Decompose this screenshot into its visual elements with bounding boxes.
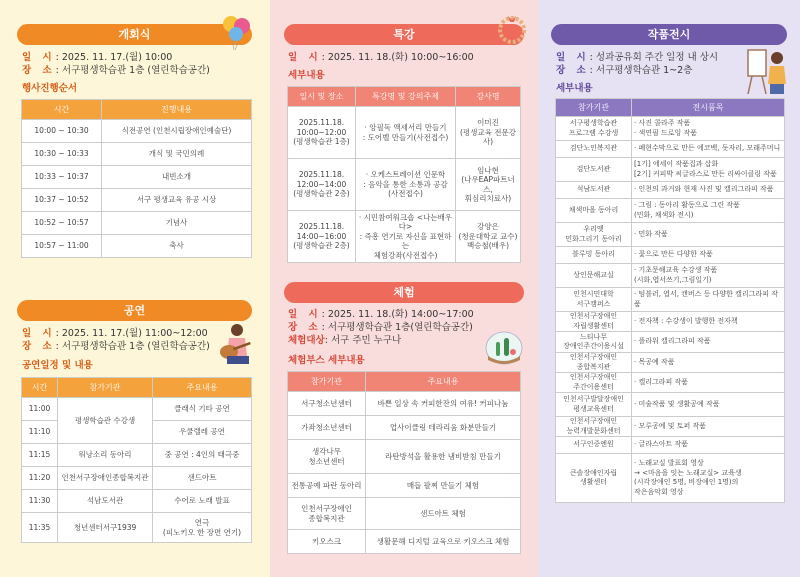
cell: · 전자책 : 수강생이 발행한 전자책	[632, 312, 785, 332]
col-header: 강사명	[456, 87, 521, 107]
experience-title: 체험	[284, 282, 524, 303]
cell: 임나현 (나우EAP파트너스, 휘심리치료사)	[456, 159, 521, 211]
experience-target-label: 체험대상	[288, 335, 325, 346]
opening-date-label: 일 시	[22, 52, 56, 63]
table-row	[288, 392, 521, 416]
cell: · 오케스트레이션 인문학 : 음악을 통한 소통과 공감 (사전접수)	[356, 159, 456, 211]
cell: 라탄방석을 활용한 냄비받침 만들기	[366, 440, 521, 474]
cell: 전통공예 파란 동아리	[288, 474, 366, 498]
table-row	[22, 166, 252, 189]
cell: 채색마을 동아리	[556, 199, 632, 223]
cell: 가좌청소년센터	[288, 416, 366, 440]
cell: 키오스크	[288, 530, 366, 554]
cell: 11:20	[22, 467, 58, 490]
col-header: 주요내용	[153, 378, 252, 398]
column-exhibition	[538, 0, 800, 577]
performance-date: : 2025. 11. 17.(월) 11:00~12:00	[55, 328, 208, 339]
cell: · 인천의 과거와 현재 사진 및 캘리그라피 작품	[632, 182, 785, 199]
col-header: 시간	[22, 378, 58, 398]
cell: 석남도서관	[556, 182, 632, 199]
table-row	[22, 467, 252, 490]
table-row	[556, 264, 785, 288]
cell: 석남도서관	[58, 490, 153, 513]
cell: · 사진 콜라주 작품 · 색연필 드로잉 작품	[632, 117, 785, 141]
cell: 상인문해교실	[556, 264, 632, 288]
col-header: 시간	[22, 100, 102, 120]
table-row	[22, 189, 252, 212]
cell: 이미진 (평생교육 전문강사)	[456, 107, 521, 159]
experience-sub: 체험부스 세부내용	[288, 355, 365, 366]
table-row	[556, 117, 785, 141]
cell: 서구청소년센터	[288, 392, 366, 416]
table-row	[556, 417, 785, 437]
lecture-date: : 2025. 11. 18.(화) 10:00~16:00	[321, 52, 474, 63]
table-row	[556, 158, 785, 182]
table-row	[288, 440, 521, 474]
cell: 인천서구장애인 자립생활센터	[556, 312, 632, 332]
experience-place-label: 장 소	[288, 322, 322, 333]
cell: · 기초문해교육 수강생 작품 (시화,엽서쓰기,그림일기)	[632, 264, 785, 288]
table-row	[556, 199, 785, 223]
cell: 11:10	[22, 421, 58, 444]
table-row	[288, 498, 521, 530]
cell: 10:52 ~ 10:57	[22, 212, 102, 235]
table-row	[556, 353, 785, 373]
col-header: 특강명 및 강의주제	[356, 87, 456, 107]
cell: 인천시민대학 서구캠퍼스	[556, 288, 632, 312]
exhibition-place: : 서구평생학습관 1~2층	[589, 65, 693, 76]
cell: 11:00	[22, 398, 58, 421]
cell: 내빈소개	[102, 166, 252, 189]
cell: 검단노인복지관	[556, 141, 632, 158]
performance-date-label: 일 시	[22, 328, 56, 339]
table-row	[556, 247, 785, 264]
cell: 업사이클링 테라리움 화분만들기	[366, 416, 521, 440]
cell: 검단도서관	[556, 158, 632, 182]
table-row	[22, 513, 252, 543]
table-row	[288, 107, 521, 159]
cell: 식전공연 (인천시립장애인예술단)	[102, 120, 252, 143]
cell: 10:00 ~ 10:30	[22, 120, 102, 143]
cell: 강양은 (청운대학교 교수) 백승철(배우)	[456, 211, 521, 263]
cell: 11:35	[22, 513, 58, 543]
cell: 워낭소리 동아리	[58, 444, 153, 467]
table-row	[22, 120, 252, 143]
painter-icon	[744, 46, 790, 96]
cell: 느티나무 장애인주간이용시설	[556, 332, 632, 353]
exhibition-title: 작품전시	[551, 24, 787, 45]
opening-table	[21, 99, 252, 258]
lecture-sub: 세부내용	[288, 70, 325, 81]
table-row	[22, 235, 252, 258]
col-header: 일시 및 장소	[288, 87, 356, 107]
exhibition-sub: 세부내용	[556, 83, 593, 94]
cell: 11:15	[22, 444, 58, 467]
table-row	[556, 182, 785, 199]
cell: 샌드아트 체험	[366, 498, 521, 530]
cell: 생활문해 디지털 교육으로 키오스크 체험	[366, 530, 521, 554]
cell: 인천서구장애인 종합복지관	[288, 498, 366, 530]
opening-place-label: 장 소	[22, 65, 56, 76]
exhibition-place-label: 장 소	[556, 65, 590, 76]
opening-date: : 2025. 11. 17.(월) 10:00	[55, 52, 173, 63]
cell: · 노래교실 발표회 영상 → <마음을 잇는 노래교실> 교육생 (시각장애인 5명, 비장애인 1명)의 작은음악회 영상	[632, 454, 785, 503]
wreath-icon	[495, 12, 529, 48]
cell: · 미술작품 및 생활공예 작품	[632, 393, 785, 417]
cell: · 목공예 작품	[632, 353, 785, 373]
opening-title: 개회식	[17, 24, 252, 45]
cell: 바쁜 일상 속 커피한잔의 여유! 커피나눔	[366, 392, 521, 416]
cell: 매듭 팔찌 만들기 체험	[366, 474, 521, 498]
cell: 큰솔장애인자립 생활센터	[556, 454, 632, 503]
cell: 중 공연 : 4인의 태극중	[153, 444, 252, 467]
experience-target: : 서구 주민 누구나	[324, 335, 402, 346]
cell: 인천서구장애인 종합복지관	[556, 353, 632, 373]
cell: 2025.11.18. 14:00~16:00 (평생학습관 2층)	[288, 211, 356, 263]
cell: 기념사	[102, 212, 252, 235]
table-row	[556, 288, 785, 312]
table-row	[22, 444, 252, 467]
table-row	[288, 211, 521, 263]
exhibition-date-label: 일 시	[556, 52, 590, 63]
performance-table	[21, 377, 252, 543]
table-row	[556, 223, 785, 247]
cell: 2025.11.18. 12:00~14:00 (평생학습관 2층)	[288, 159, 356, 211]
col-header: 전시품목	[632, 99, 785, 117]
table-row	[556, 437, 785, 454]
table-row	[288, 416, 521, 440]
experience-date: : 2025. 11. 18.(화) 14:00~17:00	[321, 309, 474, 320]
cell: 평생학습관 수강생	[58, 398, 153, 444]
lecture-title: 특강	[284, 24, 524, 45]
table-row	[22, 212, 252, 235]
experience-table	[287, 371, 521, 554]
cell: 10:37 ~ 10:52	[22, 189, 102, 212]
cell: · 모루공예 및 토퍼 작품	[632, 417, 785, 437]
table-row	[22, 143, 252, 166]
col-header: 참가기관	[556, 99, 632, 117]
lecture-date-label: 일 시	[288, 52, 322, 63]
cell: · 앙필독 액세서리 만들기 : 도어벨 만들기(사전접수)	[356, 107, 456, 159]
experience-place: : 서구평생학습관 1층(열린학습공간)	[321, 322, 473, 333]
table-row	[288, 474, 521, 498]
cell: · 그림 : 동아리 활동으로 그린 작품 (민화, 채색화 전시)	[632, 199, 785, 223]
cell: 인천서구장애인 주간이용센터	[556, 373, 632, 393]
lecture-table	[287, 86, 521, 263]
balloons-icon	[218, 14, 254, 52]
table-row	[22, 398, 252, 421]
experience-date-label: 일 시	[288, 309, 322, 320]
cell: 청년센터서구1939	[58, 513, 153, 543]
cell: 수어로 노래 발표	[153, 490, 252, 513]
cell: · 글라스아트 작품	[632, 437, 785, 454]
cell: 서구 평생교육 유공 시상	[102, 189, 252, 212]
cell: 10:33 ~ 10:37	[22, 166, 102, 189]
performance-title: 공연	[17, 300, 252, 321]
table-row	[556, 332, 785, 353]
table-row	[556, 373, 785, 393]
cell: · 꽃으로 만든 다양한 작품	[632, 247, 785, 264]
cell: 연극 (피노키오 한 장면 연기)	[153, 513, 252, 543]
table-row	[22, 490, 252, 513]
cell: · 플라워 캘리그라피 작품	[632, 332, 785, 353]
table-row	[288, 530, 521, 554]
column-lecture	[270, 0, 538, 577]
cell: 생각나무 청소년센터	[288, 440, 366, 474]
col-header: 주요내용	[366, 372, 521, 392]
exhibition-table	[555, 98, 785, 503]
column-opening	[0, 0, 270, 577]
cell: 우리옛 민화그리기 동아리	[556, 223, 632, 247]
cell: 2025.11.18. 10:00~12:00 (평생학습관 1층)	[288, 107, 356, 159]
terrarium-icon	[482, 328, 526, 368]
cell: · 민화 작품	[632, 223, 785, 247]
cell: [1기] 에세이 작품집과 삽화 [2기] 커피박 씨글라스로 만든 리싸이클링 작품	[632, 158, 785, 182]
table-row	[288, 159, 521, 211]
cell: 샌드아트	[153, 467, 252, 490]
cell: 인천서구발달장애인 평생교육센터	[556, 393, 632, 417]
col-header: 참가기관	[288, 372, 366, 392]
cell: 우쿨렐레 공연	[153, 421, 252, 444]
opening-order-title: 행사진행순서	[22, 83, 78, 94]
cell: 서구평생학습관 프로그램 수강생	[556, 117, 632, 141]
cell: 클래식 기타 공연	[153, 398, 252, 421]
performance-place: : 서구평생학습관 1층 (열린학습공간)	[55, 341, 210, 352]
guitar-player-icon	[215, 322, 255, 368]
cell: 블루밍 동아리	[556, 247, 632, 264]
performance-sub: 공연일정 및 내용	[22, 360, 93, 371]
cell: 11:30	[22, 490, 58, 513]
cell: 10:30 ~ 10:33	[22, 143, 102, 166]
table-row	[556, 312, 785, 332]
opening-place: : 서구평생학습관 1층 (열린학습공간)	[55, 65, 210, 76]
table-row	[556, 454, 785, 503]
col-header: 참가기관	[58, 378, 153, 398]
cell: 축사	[102, 235, 252, 258]
cell: · 폐현수막으로 만든 에코백, 돗자리, 모래주머니	[632, 141, 785, 158]
cell: 인천서구장애인종합복지관	[58, 467, 153, 490]
performance-place-label: 장 소	[22, 341, 56, 352]
cell: 인천서구장애인 능력개발문화센터	[556, 417, 632, 437]
cell: · 텀블러, 엽서, 캔버스 등 다양한 캘리그라피 작품	[632, 288, 785, 312]
cell: · 시민참여워크숍 <나는배우다> : 즉흥 연기로 자신을 표현하는 체험강좌(사전접수)	[356, 211, 456, 263]
table-row	[556, 141, 785, 158]
table-row	[556, 393, 785, 417]
col-header: 진행내용	[102, 100, 252, 120]
exhibition-date: : 성과공유회 주간 일정 내 상시	[589, 52, 719, 63]
cell: 서구인중엔원	[556, 437, 632, 454]
cell: 개식 및 국민의례	[102, 143, 252, 166]
cell: · 캘리그라피 작품	[632, 373, 785, 393]
cell: 10:57 ~ 11:00	[22, 235, 102, 258]
